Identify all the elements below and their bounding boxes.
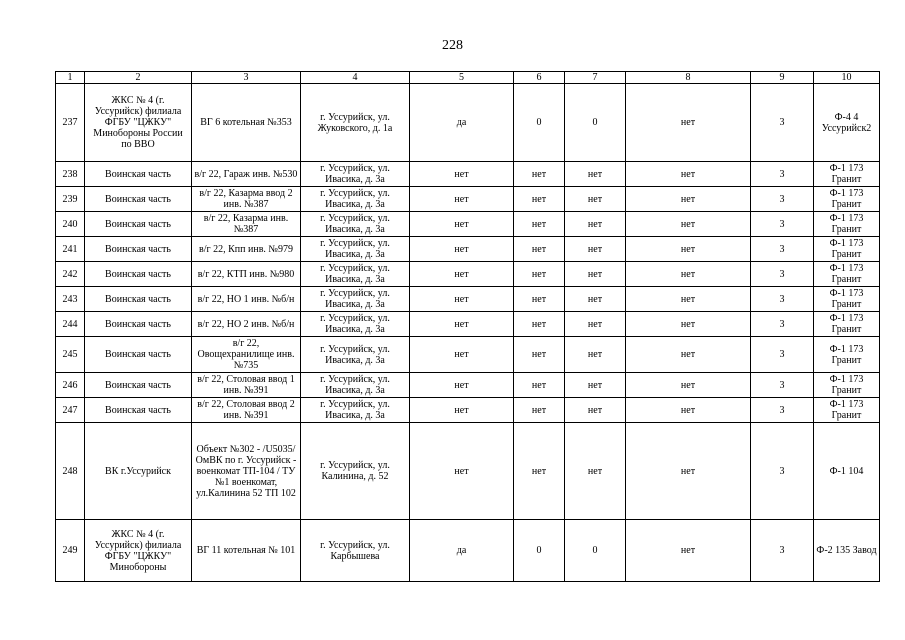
cell-c6: нет: [514, 373, 565, 398]
cell-address: г. Уссурийск, ул. Ивасика, д. 3а: [301, 237, 410, 262]
cell-object: Объект №302 - /U5035/ ОмВК по г. Уссурийск - военкомат ТП-104 / ТУ №1 военкомат, ул.Калинина 52 ТП 102: [192, 423, 301, 520]
cell-owner: Воинская часть: [85, 398, 192, 423]
cell-num: 241: [56, 237, 85, 262]
cell-c10: Ф-1 173 Гранит: [814, 337, 880, 373]
table-row: [56, 237, 880, 262]
header-cell: 8: [626, 72, 751, 84]
cell-address: г. Уссурийск, ул. Ивасика, д. 3а: [301, 287, 410, 312]
cell-c6: нет: [514, 423, 565, 520]
cell-owner: Воинская часть: [85, 337, 192, 373]
cell-c6: нет: [514, 162, 565, 187]
cell-c8: нет: [626, 373, 751, 398]
cell-c6: нет: [514, 212, 565, 237]
cell-num: 240: [56, 212, 85, 237]
cell-object: в/г 22, НО 2 инв. №б/н: [192, 312, 301, 337]
cell-c7: нет: [565, 373, 626, 398]
cell-c5: нет: [410, 187, 514, 212]
table-row: [56, 520, 880, 582]
data-table: [55, 71, 880, 582]
cell-owner: ЖКС № 4 (г. Уссурийск) филиала ФГБУ "ЦЖКУ" Минобороны: [85, 520, 192, 582]
cell-c10: Ф-1 173 Гранит: [814, 262, 880, 287]
cell-object: в/г 22, Кпп инв. №979: [192, 237, 301, 262]
cell-address: г. Уссурийск, ул. Жуковского, д. 1а: [301, 84, 410, 162]
cell-num: 242: [56, 262, 85, 287]
cell-c5: нет: [410, 423, 514, 520]
cell-c6: нет: [514, 337, 565, 373]
cell-object: ВГ 6 котельная №353: [192, 84, 301, 162]
cell-address: г. Уссурийск, ул. Карбышева: [301, 520, 410, 582]
cell-address: г. Уссурийск, ул. Ивасика, д. 3а: [301, 373, 410, 398]
cell-c7: нет: [565, 287, 626, 312]
table-row: [56, 162, 880, 187]
cell-c7: нет: [565, 162, 626, 187]
cell-owner: Воинская часть: [85, 287, 192, 312]
cell-owner: Воинская часть: [85, 162, 192, 187]
cell-c7: нет: [565, 262, 626, 287]
cell-c10: Ф-1 173 Гранит: [814, 398, 880, 423]
cell-c9: 3: [751, 337, 814, 373]
cell-c9: 3: [751, 287, 814, 312]
cell-c8: нет: [626, 212, 751, 237]
cell-c7: нет: [565, 187, 626, 212]
table-row: [56, 312, 880, 337]
cell-c5: нет: [410, 398, 514, 423]
cell-c9: 3: [751, 398, 814, 423]
cell-address: г. Уссурийск, ул. Ивасика, д. 3а: [301, 187, 410, 212]
cell-num: 239: [56, 187, 85, 212]
cell-c6: 0: [514, 84, 565, 162]
cell-c10: Ф-1 173 Гранит: [814, 237, 880, 262]
cell-c9: 3: [751, 162, 814, 187]
cell-c6: нет: [514, 262, 565, 287]
header-cell: 9: [751, 72, 814, 84]
cell-c5: нет: [410, 212, 514, 237]
cell-owner: ЖКС № 4 (г. Уссурийск) филиала ФГБУ "ЦЖКУ" Минобороны России по ВВО: [85, 84, 192, 162]
cell-num: 248: [56, 423, 85, 520]
cell-address: г. Уссурийск, ул. Ивасика, д. 3а: [301, 212, 410, 237]
cell-c5: нет: [410, 312, 514, 337]
cell-c7: нет: [565, 337, 626, 373]
cell-c8: нет: [626, 423, 751, 520]
cell-owner: Воинская часть: [85, 212, 192, 237]
cell-num: 249: [56, 520, 85, 582]
cell-object: в/г 22, Казарма ввод 2 инв. №387: [192, 187, 301, 212]
table-row: [56, 84, 880, 162]
cell-c10: Ф-1 104: [814, 423, 880, 520]
cell-c9: 3: [751, 423, 814, 520]
table-row: [56, 337, 880, 373]
header-cell: 3: [192, 72, 301, 84]
cell-c8: нет: [626, 262, 751, 287]
cell-object: в/г 22, Казарма инв. №387: [192, 212, 301, 237]
cell-c8: нет: [626, 398, 751, 423]
cell-c7: 0: [565, 520, 626, 582]
page-number: 228: [442, 38, 463, 53]
cell-c5: нет: [410, 287, 514, 312]
cell-c8: нет: [626, 337, 751, 373]
cell-c6: нет: [514, 398, 565, 423]
cell-c5: да: [410, 520, 514, 582]
cell-c8: нет: [626, 312, 751, 337]
table-row: [56, 423, 880, 520]
cell-num: 247: [56, 398, 85, 423]
cell-c6: нет: [514, 287, 565, 312]
cell-c7: нет: [565, 312, 626, 337]
header-cell: 5: [410, 72, 514, 84]
cell-num: 243: [56, 287, 85, 312]
cell-c10: Ф-1 173 Гранит: [814, 312, 880, 337]
cell-c7: нет: [565, 212, 626, 237]
table-row: [56, 398, 880, 423]
cell-c8: нет: [626, 162, 751, 187]
cell-c10: Ф-1 173 Гранит: [814, 162, 880, 187]
cell-c5: нет: [410, 262, 514, 287]
cell-address: г. Уссурийск, ул. Ивасика, д. 3а: [301, 312, 410, 337]
cell-address: г. Уссурийск, ул. Ивасика, д. 3а: [301, 337, 410, 373]
cell-c10: Ф-1 173 Гранит: [814, 187, 880, 212]
cell-c6: нет: [514, 312, 565, 337]
header-cell: 2: [85, 72, 192, 84]
cell-c9: 3: [751, 187, 814, 212]
cell-owner: Воинская часть: [85, 262, 192, 287]
table-row: [56, 287, 880, 312]
cell-num: 237: [56, 84, 85, 162]
cell-c10: Ф-2 135 Завод: [814, 520, 880, 582]
cell-c8: нет: [626, 520, 751, 582]
cell-c7: нет: [565, 398, 626, 423]
cell-c9: 3: [751, 520, 814, 582]
cell-object: в/г 22, Гараж инв. №530: [192, 162, 301, 187]
cell-owner: Воинская часть: [85, 187, 192, 212]
cell-c5: нет: [410, 162, 514, 187]
cell-c7: нет: [565, 237, 626, 262]
cell-object: ВГ 11 котельная № 101: [192, 520, 301, 582]
cell-address: г. Уссурийск, ул. Ивасика, д. 3а: [301, 398, 410, 423]
table-row: [56, 262, 880, 287]
cell-c8: нет: [626, 237, 751, 262]
cell-object: в/г 22, КТП инв. №980: [192, 262, 301, 287]
cell-num: 245: [56, 337, 85, 373]
cell-object: в/г 22, Столовая ввод 1 инв. №391: [192, 373, 301, 398]
cell-c5: нет: [410, 373, 514, 398]
cell-c9: 3: [751, 312, 814, 337]
cell-c9: 3: [751, 237, 814, 262]
cell-c7: 0: [565, 84, 626, 162]
header-cell: 1: [56, 72, 85, 84]
cell-c5: нет: [410, 237, 514, 262]
header-row: [56, 72, 880, 84]
cell-c8: нет: [626, 84, 751, 162]
cell-owner: Воинская часть: [85, 237, 192, 262]
cell-c5: нет: [410, 337, 514, 373]
cell-c8: нет: [626, 287, 751, 312]
cell-c9: 3: [751, 212, 814, 237]
cell-c6: нет: [514, 237, 565, 262]
header-cell: 4: [301, 72, 410, 84]
header-cell: 6: [514, 72, 565, 84]
cell-object: в/г 22, НО 1 инв. №б/н: [192, 287, 301, 312]
cell-owner: Воинская часть: [85, 312, 192, 337]
cell-c9: 3: [751, 373, 814, 398]
cell-c10: Ф-1 173 Гранит: [814, 373, 880, 398]
cell-object: в/г 22, Столовая ввод 2 инв. №391: [192, 398, 301, 423]
cell-num: 238: [56, 162, 85, 187]
cell-c5: да: [410, 84, 514, 162]
cell-c10: Ф-1 173 Гранит: [814, 287, 880, 312]
table-row: [56, 373, 880, 398]
header-cell: 7: [565, 72, 626, 84]
cell-owner: Воинская часть: [85, 373, 192, 398]
cell-address: г. Уссурийск, ул. Калинина, д. 52: [301, 423, 410, 520]
cell-c6: нет: [514, 187, 565, 212]
header-cell: 10: [814, 72, 880, 84]
cell-c7: нет: [565, 423, 626, 520]
cell-c9: 3: [751, 262, 814, 287]
cell-c9: 3: [751, 84, 814, 162]
cell-object: в/г 22, Овощехранилище инв. №735: [192, 337, 301, 373]
cell-num: 246: [56, 373, 85, 398]
cell-c8: нет: [626, 187, 751, 212]
cell-c6: 0: [514, 520, 565, 582]
table-row: [56, 187, 880, 212]
cell-num: 244: [56, 312, 85, 337]
table-row: [56, 212, 880, 237]
cell-c10: Ф-4 4 Уссурийск2: [814, 84, 880, 162]
cell-owner: ВК г.Уссурийск: [85, 423, 192, 520]
cell-c10: Ф-1 173 Гранит: [814, 212, 880, 237]
cell-address: г. Уссурийск, ул. Ивасика, д. 3а: [301, 162, 410, 187]
cell-address: г. Уссурийск, ул. Ивасика, д. 3а: [301, 262, 410, 287]
